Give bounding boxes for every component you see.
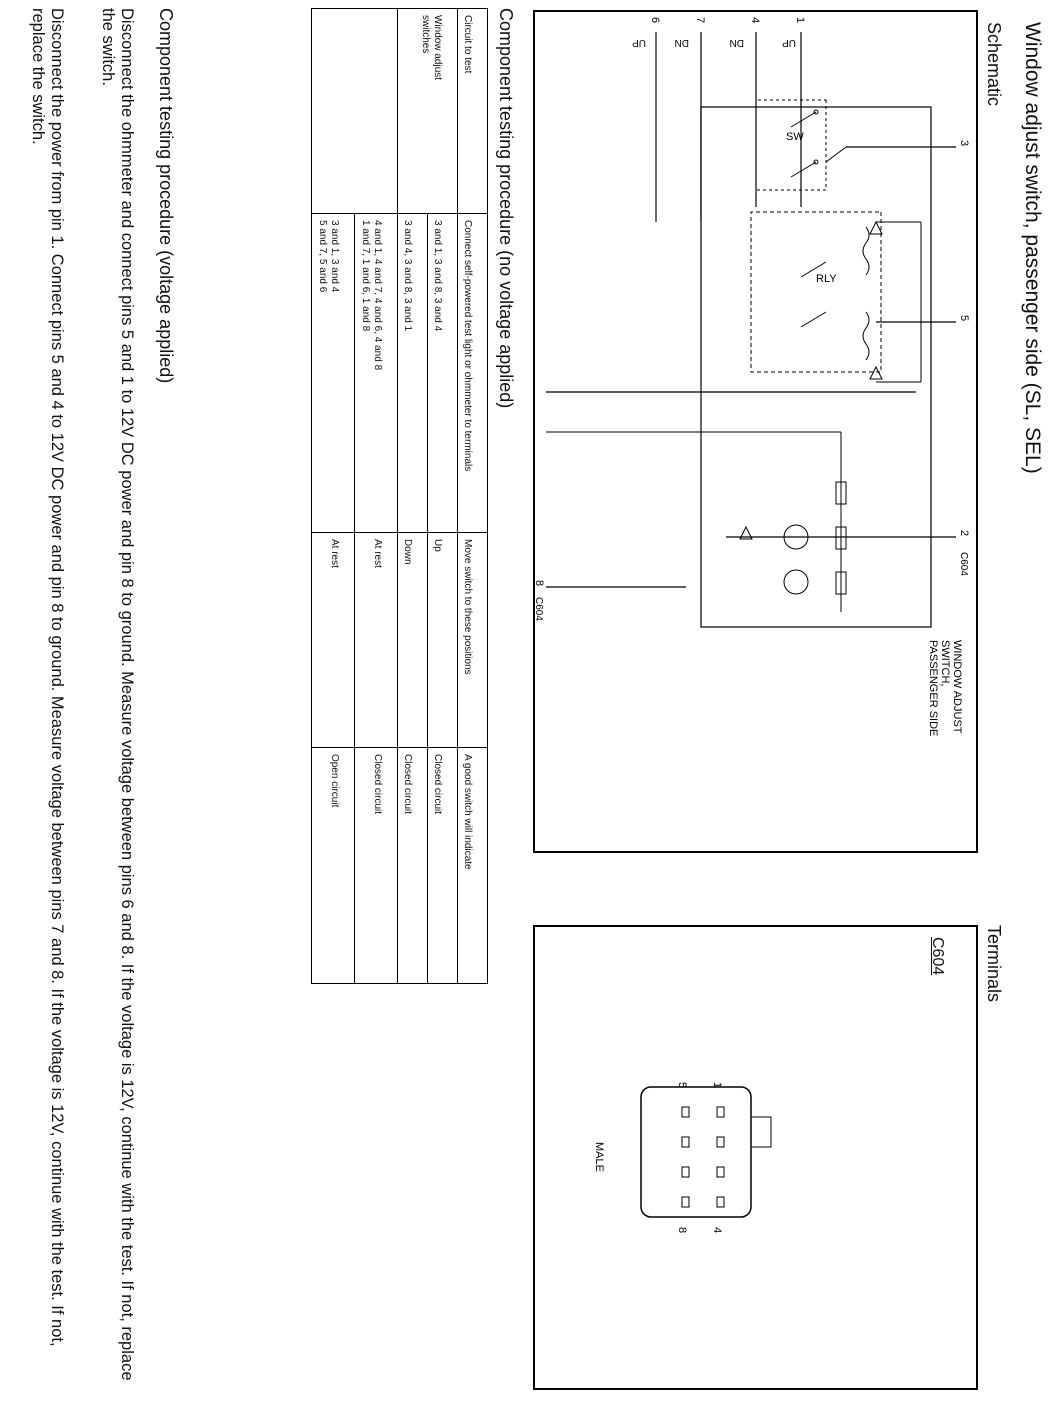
rly-label: RLY <box>816 273 837 285</box>
switch-boundary <box>701 107 931 627</box>
voltage-heading: Component testing procedure (voltage applied) <box>156 8 176 384</box>
circuit-cell-empty <box>312 9 398 214</box>
dn-label-1: DN <box>729 37 744 48</box>
connector-label-1: C604 <box>958 552 969 576</box>
header-result: A good switch will indicate <box>458 748 488 984</box>
terminal-pin-8: 8 <box>676 1227 688 1234</box>
continuity-test-table <box>311 8 488 984</box>
page-title: Window adjust switch, passenger side (SL, SEL) <box>1021 22 1044 474</box>
sw-label: SW <box>786 131 804 143</box>
schematic-diagram <box>533 10 978 853</box>
pin-label-5: 5 <box>958 315 970 322</box>
terminals-cell: 3 and 1, 3 and 4 5 and 7, 5 and 6 <box>312 214 355 533</box>
position-cell: Down <box>398 533 428 748</box>
table-row <box>428 9 458 984</box>
pin-cavity <box>682 1197 689 1207</box>
result-cell: Closed circuit <box>428 748 458 984</box>
result-cell: Closed circuit <box>355 748 398 984</box>
relay-block <box>751 212 881 372</box>
pin-label-3: 3 <box>958 140 970 147</box>
pin-cavity <box>717 1107 724 1117</box>
schematic-heading: Schematic <box>984 22 1004 107</box>
position-cell: Up <box>428 533 458 748</box>
pin-cavity <box>682 1137 689 1147</box>
pin-label-8: 8 <box>533 580 545 587</box>
dn-label-2: DN <box>674 37 689 48</box>
component-label-line-3: PASSENGER SIDE <box>927 640 939 737</box>
pin-label-6: 6 <box>649 17 661 24</box>
header-terminals: Connect self-powered test light or ohmmeter to terminals <box>458 214 488 533</box>
connector-latch <box>751 1117 771 1147</box>
connector-label-2: C604 <box>533 597 544 621</box>
connector-name: C604 <box>929 937 946 976</box>
terminals-cell: 3 and 1, 3 and 8, 3 and 4 <box>428 214 458 533</box>
connector-drawing <box>535 927 976 1388</box>
pin-label-4: 4 <box>749 17 761 24</box>
terminal-pin-1: 1 <box>711 1082 723 1089</box>
header-circuit: Circuit to test <box>458 9 488 214</box>
terminals-cell: 3 and 4, 3 and 8, 3 and 1 <box>398 214 428 533</box>
result-cell: Closed circuit <box>398 748 428 984</box>
connector-gender: MALE <box>593 1142 605 1172</box>
diode-1 <box>870 222 882 234</box>
voltage-step-2: Disconnect the power from pin 1. Connect pins 5 and 4 to 12V DC power and pin 8 to ground. Measure voltage between pins 7 and 8. If the voltage is 12V, continue with the test. If not, replace the switch. <box>29 8 66 1347</box>
circuit-cell: Window adjust switches <box>398 9 458 214</box>
schematic-drawing <box>535 12 976 851</box>
pin-cavity <box>682 1167 689 1177</box>
component-label-line-2: SWITCH, <box>939 640 951 687</box>
table-header-row <box>458 9 488 984</box>
terminals-heading: Terminals <box>984 925 1004 1003</box>
terminal-pin-4: 4 <box>711 1227 723 1234</box>
pin-cavity <box>717 1197 724 1207</box>
pin-label-7: 7 <box>694 17 706 24</box>
diode-2 <box>870 367 882 379</box>
pin-cavity <box>717 1137 724 1147</box>
terminal-pin-5: 5 <box>676 1082 688 1089</box>
terminals-diagram <box>533 925 978 1390</box>
up-label-2: UP <box>632 37 646 48</box>
pin-label-2: 2 <box>958 530 970 537</box>
terminals-cell: 4 and 1, 4 and 7, 4 and 6, 4 and 8 1 and 7, 1 and 6, 1 and 8 <box>355 214 398 533</box>
header-position: Move switch to these positions <box>458 533 488 748</box>
no-voltage-heading: Component testing procedure (no voltage applied) <box>496 8 516 409</box>
position-cell: At rest <box>355 533 398 748</box>
table-row <box>355 9 398 984</box>
component-label-line-1: WINDOW ADJUST <box>951 640 963 734</box>
pin-label-1: 1 <box>794 17 806 24</box>
result-cell: Open circuit <box>312 748 355 984</box>
up-label-1: UP <box>782 37 796 48</box>
voltage-step-1: Disconnect the ohmmeter and connect pins 5 and 1 to 12V DC power and pin 8 to ground. Measure voltage between pins 6 and 8. If the voltage is 12V, continue with the test. If not, replace the switch. <box>99 8 136 1381</box>
connector-outline <box>641 1087 751 1217</box>
position-cell: At rest <box>312 533 355 748</box>
pin-cavity <box>717 1167 724 1177</box>
indicator-lamp-2 <box>784 570 808 594</box>
pin-cavity <box>682 1107 689 1117</box>
